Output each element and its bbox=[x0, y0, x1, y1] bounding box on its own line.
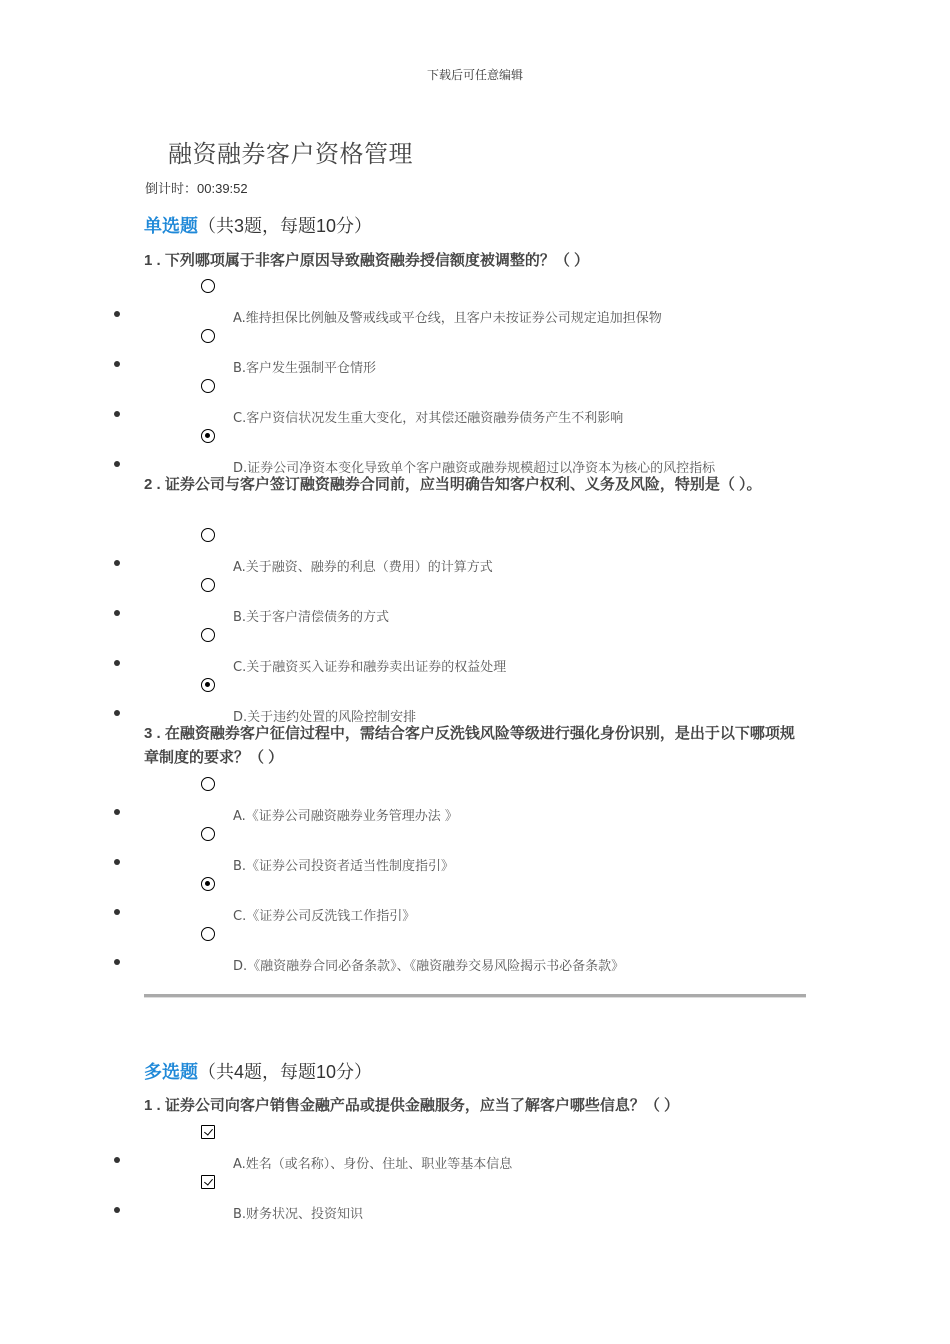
radio-button[interactable] bbox=[201, 827, 215, 841]
bullet-icon bbox=[114, 859, 120, 865]
radio-button-selected[interactable] bbox=[201, 429, 215, 443]
option-label: A.关于融资、融券的利息（费用）的计算方式 bbox=[233, 560, 493, 575]
bullet-icon bbox=[114, 909, 120, 915]
option-label: B.财务状况、投资知识 bbox=[233, 1207, 364, 1222]
question-text: 2 . 证券公司与客户签订融资融券合同前，应当明确告知客户权利、义务及风险，特别是（ ）。 bbox=[144, 476, 762, 493]
radio-button[interactable] bbox=[201, 379, 215, 393]
bullet-icon bbox=[114, 411, 120, 417]
radio-button[interactable] bbox=[201, 279, 215, 293]
option-label: A.《证券公司融资融券业务管理办法 》 bbox=[233, 809, 458, 824]
option-label: B.《证券公司投资者适当性制度指引》 bbox=[233, 859, 455, 874]
bullet-icon bbox=[114, 1207, 120, 1213]
option-label: C.《证券公司反洗钱工作指引》 bbox=[233, 909, 416, 924]
radio-button-selected[interactable] bbox=[201, 877, 215, 891]
checkbox-checked[interactable] bbox=[201, 1125, 215, 1139]
countdown-value: 00:39:52 bbox=[197, 181, 248, 196]
radio-button[interactable] bbox=[201, 528, 215, 542]
bullet-icon bbox=[114, 560, 120, 566]
bullet-icon bbox=[114, 710, 120, 716]
section-name: 多选题 bbox=[144, 1062, 198, 1082]
page-title: 融资融券客户资格管理 bbox=[168, 141, 413, 168]
question-text: 1 . 证券公司向客户销售金融产品或提供金融服务，应当了解客户哪些信息？（ ） bbox=[144, 1097, 680, 1114]
option-label: D.证券公司净资本变化导致单个客户融资或融券规模超过以净资本为核心的风控指标 bbox=[233, 461, 716, 476]
section-meta: （共4题，每题10分） bbox=[198, 1062, 373, 1082]
option-label: A.姓名（或名称）、身份、住址、职业等基本信息 bbox=[233, 1157, 513, 1172]
bullet-icon bbox=[114, 1157, 120, 1163]
radio-button-selected[interactable] bbox=[201, 678, 215, 692]
bullet-icon bbox=[114, 610, 120, 616]
bullet-icon bbox=[114, 660, 120, 666]
option-label: A.维持担保比例触及警戒线或平仓线，且客户未按证券公司规定追加担保物 bbox=[233, 311, 662, 326]
option-label: D.关于违约处置的风险控制安排 bbox=[233, 710, 417, 725]
radio-button[interactable] bbox=[201, 578, 215, 592]
section-meta: （共3题，每题10分） bbox=[198, 216, 373, 236]
radio-button[interactable] bbox=[201, 777, 215, 791]
radio-button[interactable] bbox=[201, 927, 215, 941]
radio-button[interactable] bbox=[201, 329, 215, 343]
bullet-icon bbox=[114, 809, 120, 815]
section-name: 单选题 bbox=[144, 216, 198, 236]
bullet-icon bbox=[114, 311, 120, 317]
option-label: B.客户发生强制平仓情形 bbox=[233, 361, 377, 376]
countdown-label: 倒计时： bbox=[145, 182, 198, 197]
section-divider bbox=[144, 994, 806, 998]
section-header-single-choice bbox=[144, 212, 372, 238]
question-text: 3 . 在融资融券客户征信过程中，需结合客户反洗钱风险等级进行强化身份识别，是出于以下哪项规章制度的要求？（ ） bbox=[144, 725, 795, 766]
option-label: C.客户资信状况发生重大变化，对其偿还融资融券债务产生不利影响 bbox=[233, 411, 624, 426]
bullet-icon bbox=[114, 959, 120, 965]
option-label: D.《融资融券合同必备条款》、《融资融券交易风险揭示书必备条款》 bbox=[233, 959, 625, 974]
question-text: 1 . 下列哪项属于非客户原因导致融资融券授信额度被调整的？（ ） bbox=[144, 252, 590, 269]
countdown-timer bbox=[145, 178, 248, 197]
radio-button[interactable] bbox=[201, 628, 215, 642]
bullet-icon bbox=[114, 361, 120, 367]
bullet-icon bbox=[114, 461, 120, 467]
option-label: B.关于客户清偿债务的方式 bbox=[233, 610, 390, 625]
watermark-text: 下载后可任意编辑 bbox=[426, 68, 523, 82]
checkbox-checked[interactable] bbox=[201, 1175, 215, 1189]
option-label: C.关于融资买入证券和融券卖出证券的权益处理 bbox=[233, 660, 507, 675]
section-header-multiple-choice bbox=[144, 1058, 372, 1084]
